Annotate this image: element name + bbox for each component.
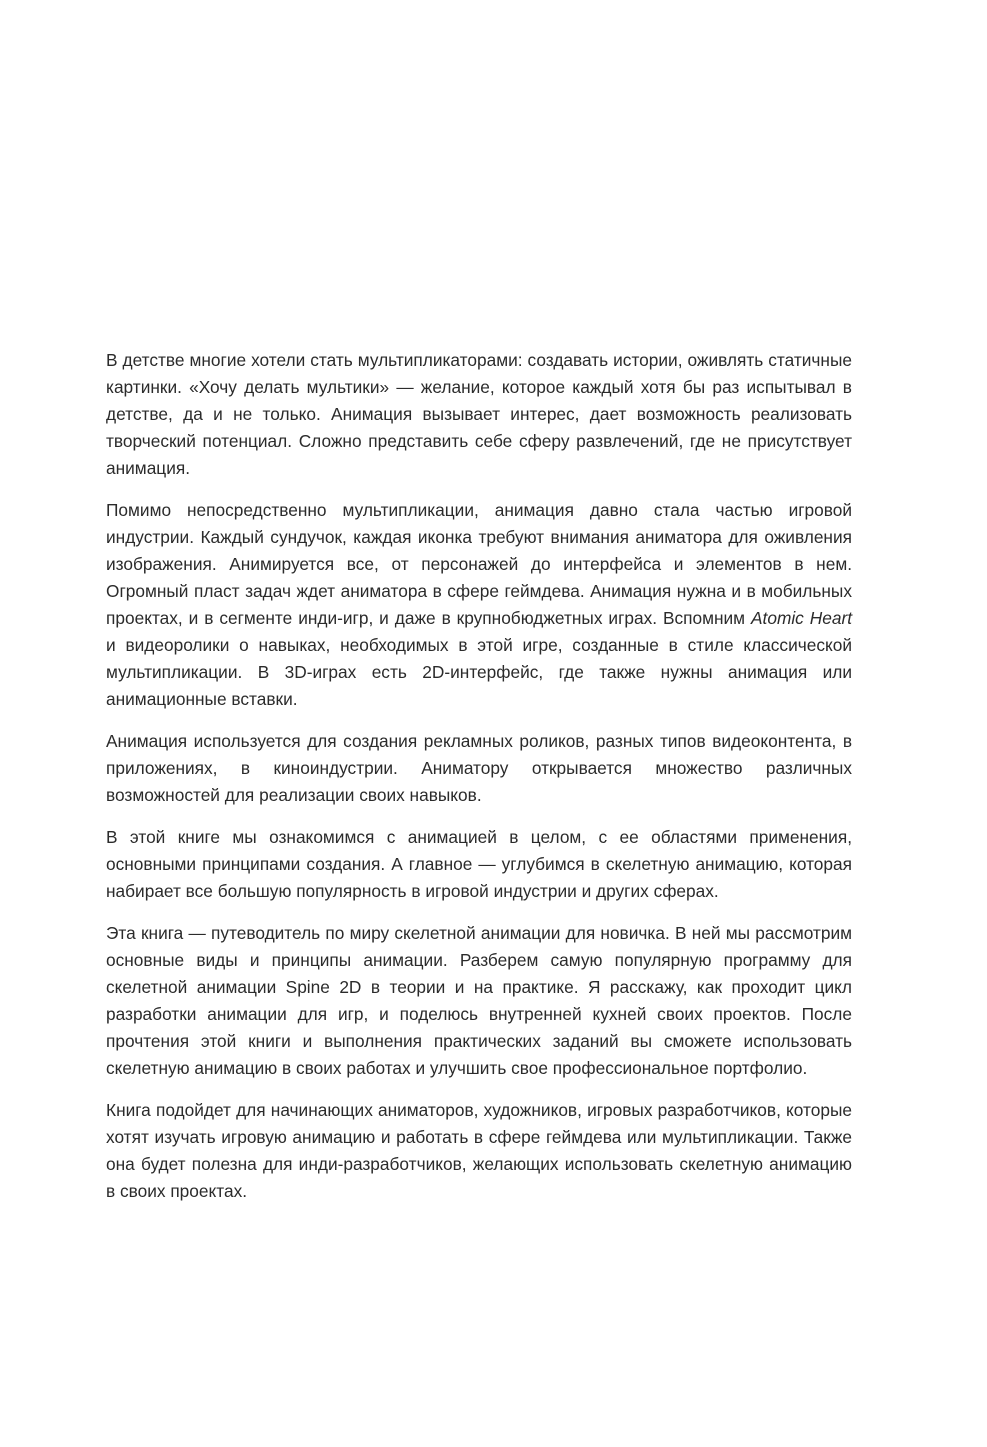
paragraph-guide: Эта книга — путеводитель по миру скелетной анимации для новичка. В ней мы рассмотрим основные виды и принципы анимации. Разберем самую популярную программу для скелетной анимации Spine 2D в теории и на практике. Я расскажу, как проходит цикл разработки анимации для игр, и поделюсь внутренней кухней своих проектов. После прочтения этой книги и выполнения практических заданий вы сможете использовать скелетную анимацию в своих работах и улучшить свое профессиональное портфолио. — [106, 923, 852, 1078]
paragraph-game-industry — [106, 497, 852, 713]
paragraph-advertising: Анимация используется для создания рекламных роликов, разных типов видеоконтента, в приложениях, в киноиндустрии. Аниматору открывается множество различных возможностей для реализации своих навыков. — [106, 731, 852, 805]
paragraph-book-scope: В этой книге мы ознакомимся с анимацией в целом, с ее областями применения, основными принципами создания. А главное — углубимся в скелетную анимацию, которая набирает все большую популярность в игровой индустрии и других сферах. — [106, 827, 852, 901]
preface-text — [106, 347, 852, 1220]
game-title-atomic-heart: Atomic Heart — [751, 608, 853, 628]
paragraph-game-industry-end: и видеоролики о навыках, необходимых в этой игре, созданные в стиле классической мультипликации. В 3D-играх есть 2D-интерфейс, где также нужны анимация или анимационные вставки. — [106, 635, 852, 709]
paragraph-audience: Книга подойдет для начинающих аниматоров, художников, игровых разработчиков, которые хотят изучать игровую анимацию и работать в сфере геймдева или мультипликации. Также она будет полезна для инди-разработчиков, желающих использовать скелетную анимацию в своих проектах. — [106, 1100, 852, 1201]
paragraph-childhood: В детстве многие хотели стать мультипликаторами: создавать истории, оживлять статичные картинки. «Хочу делать мультики» — желание, которое каждый хотя бы раз испытывал в детстве, да и не только. Анимация вызывает интерес, дает возможность реализовать творческий потенциал. Сложно представить себе сферу развлечений, где не присутствует анимация. — [106, 350, 852, 478]
paragraph-game-industry-start: Помимо непосредственно мультипликации, анимация давно стала частью игровой индустрии. Каждый сундучок, каждая иконка требуют внимания аниматора для оживления изображения. Анимируется все, от персонажей до интерфейса и элементов в нем. Огромный пласт задач ждет аниматора в сфере геймдева. Анимация нужна и в мобильных проектах, и в сегменте инди-игр, и даже в крупнобюджетных играх. Вспомним — [106, 500, 852, 628]
